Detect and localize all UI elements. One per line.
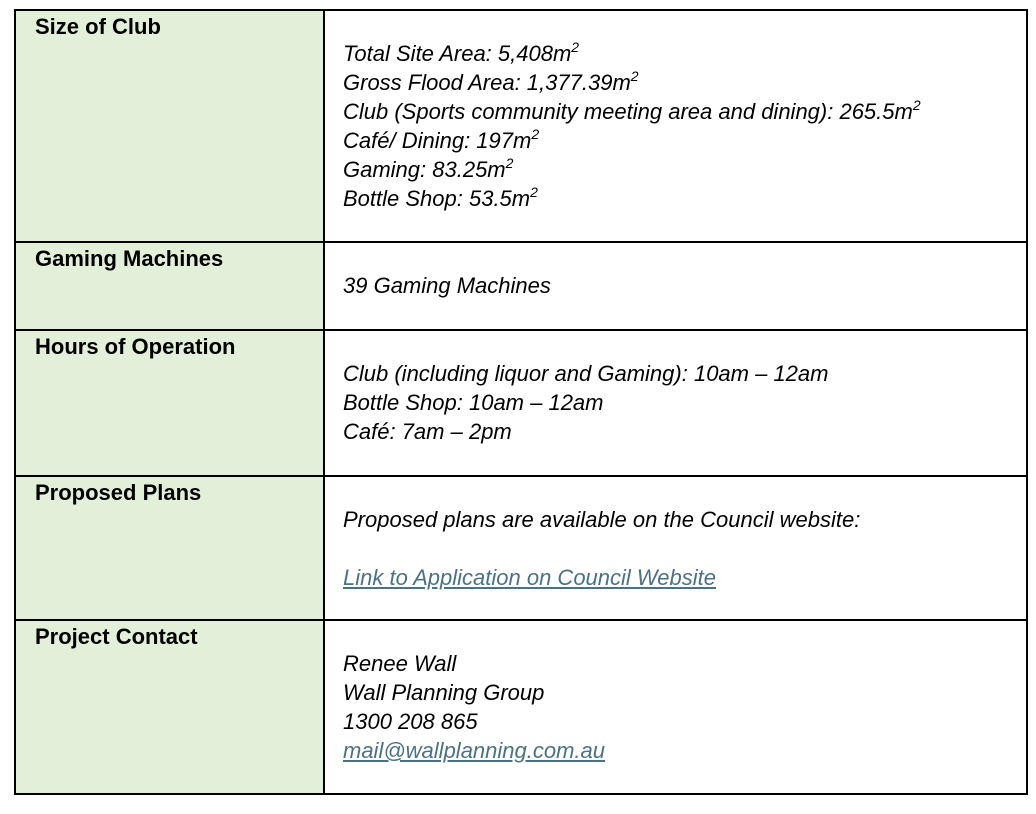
superscript-2: 2: [531, 125, 540, 142]
cafe-hours: Café: 7am – 2pm: [343, 419, 512, 444]
spacer: [343, 534, 1026, 563]
plans-availability-text: Proposed plans are available on the Council website:: [343, 507, 861, 532]
row-label-gaming-machines: Gaming Machines: [35, 246, 224, 271]
row-label-project-contact: Project Contact: [35, 624, 198, 649]
label-cell: [15, 330, 324, 476]
row-proposed-plans: [15, 476, 1027, 620]
council-application-link[interactable]: Link to Application on Council Website: [343, 565, 716, 590]
superscript-2: 2: [630, 67, 639, 84]
value-cell: [324, 242, 1027, 330]
gross-flood-area: Gross Flood Area: $1,377.39m^2$: [343, 67, 639, 95]
gaming-details: [325, 243, 1026, 300]
contact-details: [325, 621, 1026, 765]
row-label-size-of-club: Size of Club: [35, 14, 161, 39]
row-label-hours-of-operation: Hours of Operation: [35, 334, 236, 359]
row-gaming-machines: [15, 242, 1027, 330]
bottle-shop-hours: Bottle Shop: 10am – 12am: [343, 390, 604, 415]
contact-phone: 1300 208 865: [343, 709, 478, 734]
club-info-table: [14, 9, 1028, 795]
superscript-2: 2: [912, 96, 921, 113]
label-cell: [15, 242, 324, 330]
contact-organisation: Wall Planning Group: [343, 680, 545, 705]
row-hours-of-operation: [15, 330, 1027, 476]
hours-details: [325, 331, 1026, 446]
club-area: Club (Sports community meeting area and dining): $265.5m^2$: [343, 96, 921, 124]
email-line: [343, 736, 1026, 765]
contact-name: Renee Wall: [343, 651, 457, 676]
club-hours: Club (including liquor and Gaming): 10am – 12am: [343, 361, 829, 386]
superscript-2: 2: [571, 38, 580, 55]
bottle-shop-area: Bottle Shop: $53.5m^2$: [343, 183, 538, 211]
gaming-machine-count: 39 Gaming Machines: [343, 273, 551, 298]
superscript-2: 2: [505, 154, 514, 171]
value-cell: [324, 330, 1027, 476]
plans-details: [325, 477, 1026, 592]
row-label-proposed-plans: Proposed Plans: [35, 480, 202, 505]
link-line: [343, 563, 1026, 592]
label-cell: [15, 620, 324, 794]
row-size-of-club: [15, 10, 1027, 242]
value-cell: [324, 620, 1027, 794]
value-cell: [324, 10, 1027, 242]
row-project-contact: [15, 620, 1027, 794]
value-cell: [324, 476, 1027, 620]
gaming-area: Gaming: $83.25m^2$: [343, 154, 514, 182]
contact-email-link[interactable]: mail@wallplanning.com.au: [343, 738, 606, 763]
size-details: [325, 11, 1026, 213]
superscript-2: 2: [530, 183, 538, 200]
cafe-dining-area: Café/ Dining: $197m^2$: [343, 125, 540, 153]
label-cell: [15, 476, 324, 620]
label-cell: [15, 10, 324, 242]
total-site-area: Total Site Area: $5,408m^2$: [343, 38, 580, 66]
